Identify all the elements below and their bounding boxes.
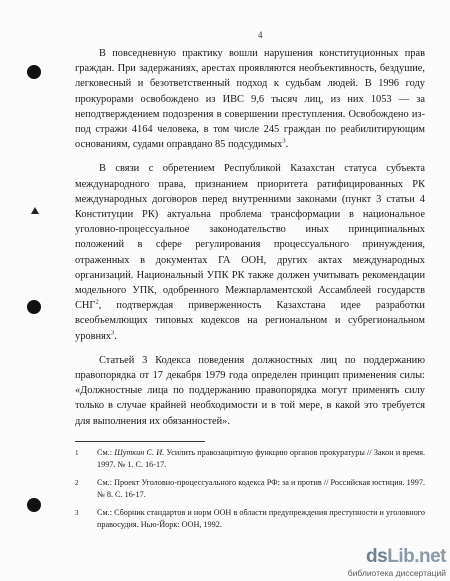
body-text: [75, 46, 425, 438]
footnote-ref: 2: [95, 298, 99, 306]
watermark-subtitle: библиотека диссертаций: [347, 568, 446, 578]
page-number: 4: [258, 30, 263, 40]
footnote-author: Шуткин С. И.: [114, 448, 165, 457]
footnotes: [75, 447, 425, 537]
binder-hole-middle: [27, 300, 41, 314]
binder-hole-bottom: [27, 498, 41, 512]
paragraph-1: В повседневную практику вошли нарушения конституционных прав граждан. При задержаниях, арестах проявляются необъективность, бездушие, легковесный и безответственный подход к судьбам людей. В 1996 году прокурорами освобождено из ИВС 9,6 тысяч лиц, из них 1053 — за неподтверждением подозрения в совершении преступления. Освобождено из-под стражи 4164 человека, в том числе 245 граждан по реабилитирующим основаниям, судами оправдано 85 подсудимых$^3$.: [75, 48, 425, 151]
footnote-3: 3 См.: Сборник стандартов и норм ООН в области предупреждения преступности и уголовного правосудия. Нью-Йорк: ООН, 1992.: [75, 508, 425, 529]
footnote-ref: 3: [111, 329, 115, 337]
margin-mark-icon: [31, 207, 39, 214]
binder-hole-top: [27, 65, 41, 79]
footnote-divider: [75, 441, 205, 442]
paragraph-2: В связи с обретением Республикой Казахстан статуса субъекта международного права, признанием приоритета ратифицированных РК международных договоров перед внутренними законами (пункт 3 статьи 4 Конституции РК) актуальна проблема трансформации в национальное уголовно-процессуальное законодательство иных принципиальных положений в сфере регулирования процессуального принуждения, отраженных в документах ГА ООН, других актах международных организаций. Национальный УПК РК также должен учитывать рекомендации модельного УПК, одобренного Межпарламентской Ассамблеей государств СНГ$^2$, подтверждая приверженность Казахстана идее разработки всеобъемлющих типовых кодексов на региональном и субрегиональном уровнях$^3$.: [75, 163, 425, 342]
footnote-number: 1: [75, 449, 79, 457]
watermark-logo: dsLib.net: [366, 546, 446, 567]
watermark: [312, 548, 448, 578]
footnote-1: 1 См.: Шуткин С. И. Усилить правозащитную функцию органов прокуратуры // Закон и время. 1997. № 1. С. 16-17.: [75, 448, 426, 469]
paragraph-3: Статьей 3 Кодекса поведения должностных лиц по поддержанию правопорядка от 17 декабря 1979 года определен принцип применения силы: «Должностные лица по поддержанию правопорядка могут применять силу только в случае крайней необходимости и в той мере, в какой это требуется для выполнения их обязанностей».: [75, 354, 425, 427]
footnote-number: 3: [75, 509, 79, 517]
footnote-ref: 3: [282, 137, 286, 145]
footnote-2: 2 См.: Проект Уголовно-процессуального кодекса РФ: за и против // Российская юстиция. 1997. № 8. С. 16-17.: [75, 478, 425, 499]
footnote-number: 2: [75, 479, 79, 487]
